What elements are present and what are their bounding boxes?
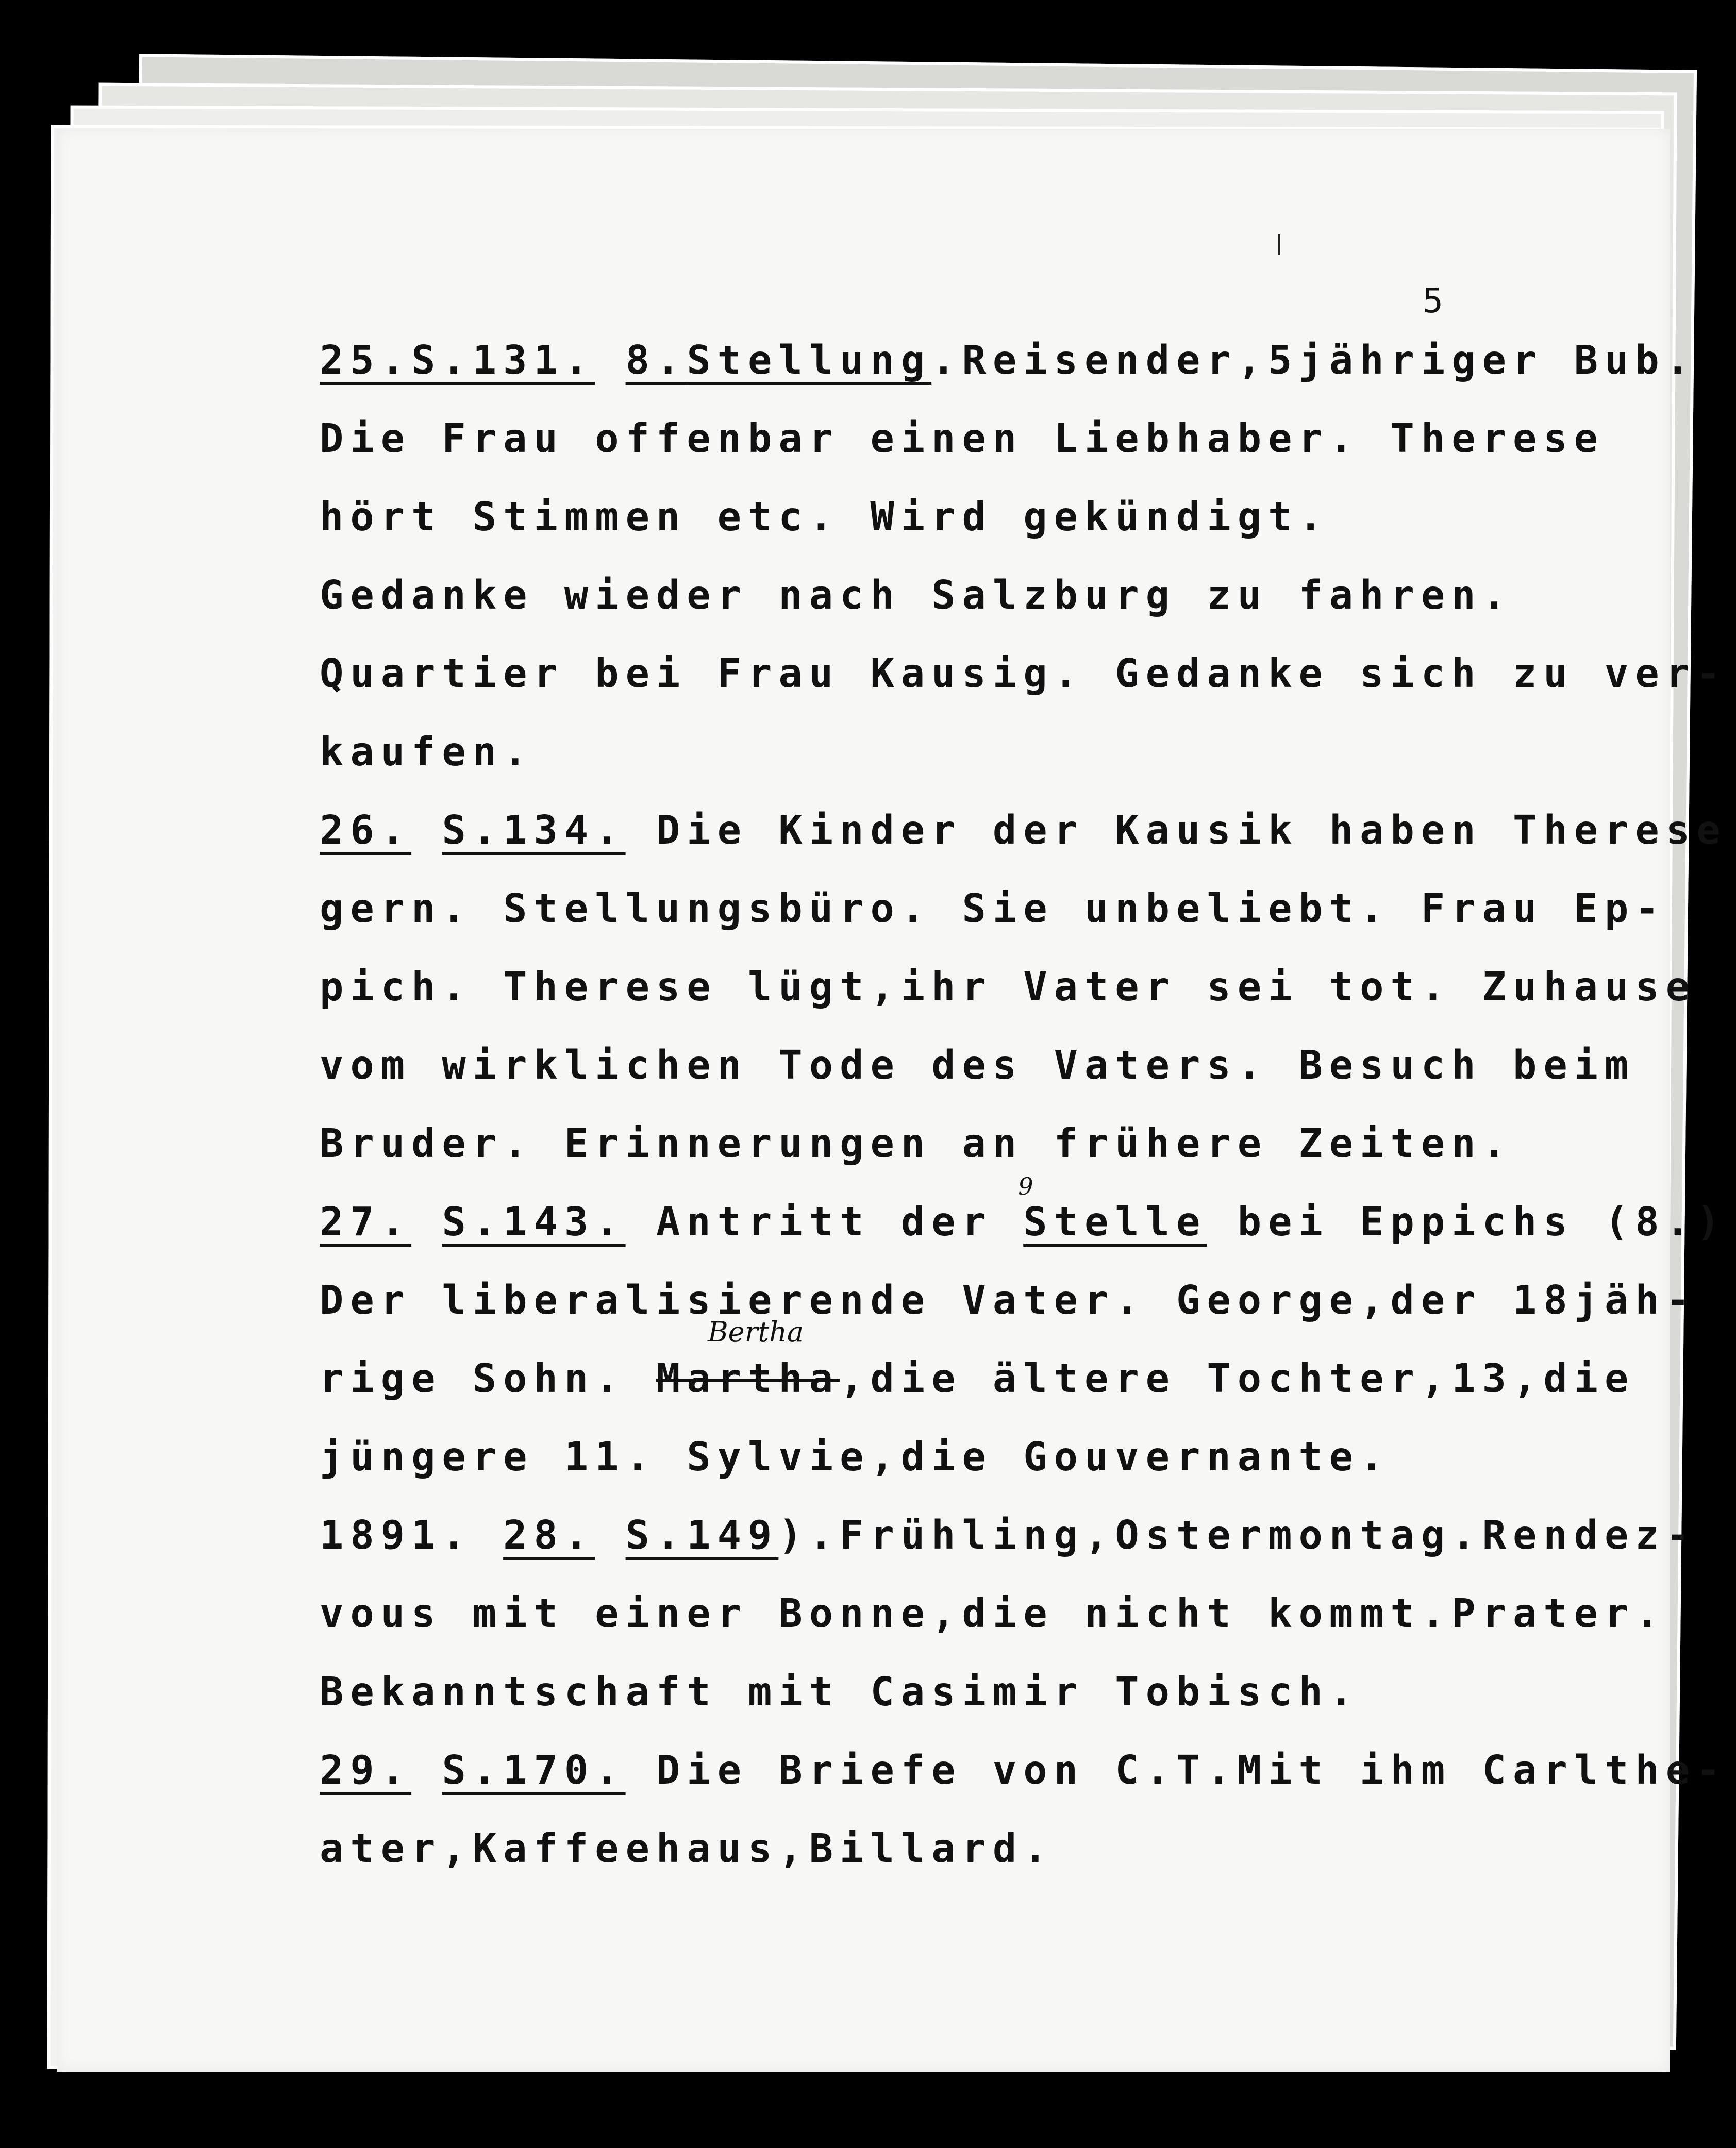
text-line: hört Stimmen etc. Wird gekündigt. xyxy=(320,494,1329,540)
text-line: gern. Stellungsbüro. Sie unbeliebt. Frau Ep- xyxy=(320,886,1666,932)
text-span: Die Kinder der Kausik haben Therese xyxy=(656,808,1727,853)
margin-mark xyxy=(1278,234,1280,255)
text-line: Quartier bei Frau Kausig. Gedanke sich zu ver- xyxy=(320,651,1727,697)
text-line: Die Frau offenbar einen Liebhaber. Therese xyxy=(320,416,1605,462)
text-span: ).Frühling,Ostermontag.Rendez- xyxy=(778,1513,1697,1558)
page-number: 5 xyxy=(1423,281,1443,321)
entry-ref: 28. xyxy=(503,1513,595,1558)
text-line: Bekanntschaft mit Casimir Tobisch. xyxy=(320,1669,1360,1715)
typed-text xyxy=(320,338,1727,1904)
text-span: rige Sohn. xyxy=(320,1356,656,1402)
entry-ref: S.143. xyxy=(442,1199,626,1245)
text-line xyxy=(320,1748,1727,1826)
struck-word: Martha xyxy=(656,1356,840,1402)
text-line: vom wirklichen Tode des Vaters. Besuch beim xyxy=(320,1043,1635,1088)
text-line xyxy=(320,338,1697,416)
text-line: Der liberalisierende Vater. George,der 18jäh- xyxy=(320,1278,1697,1323)
entry-ref: 26. xyxy=(320,808,412,853)
handwritten-number: 9 xyxy=(1018,1172,1033,1200)
text-line xyxy=(320,808,1727,886)
document-page xyxy=(57,129,1727,2072)
entry-ref: S.149 xyxy=(625,1513,779,1558)
text-span: Antritt der xyxy=(656,1199,993,1245)
text-line xyxy=(320,1172,1727,1278)
handwritten-correction: Bertha xyxy=(707,1316,804,1348)
text-span: bei Eppichs (8.) xyxy=(1237,1199,1727,1245)
entry-ref: 8. xyxy=(625,338,687,383)
entry-ref: 29. xyxy=(320,1748,412,1793)
text-line xyxy=(320,1316,1635,1434)
text-span: ,die ältere Tochter,13,die xyxy=(840,1356,1635,1402)
entry-keyword: Stellung xyxy=(687,338,932,383)
text-line: pich. Therese lügt,ihr Vater sei tot. Zuhause xyxy=(320,964,1697,1010)
entry-ref: S.170. xyxy=(442,1748,626,1793)
entry-ref: 27. xyxy=(320,1199,412,1245)
text-line: kaufen. xyxy=(320,729,534,775)
entry-ref: S.134. xyxy=(442,808,626,853)
text-line xyxy=(320,1513,1697,1591)
text-line: Bruder. Erinnerungen an frühere Zeiten. xyxy=(320,1121,1513,1167)
entry-ref: 25.S.131. xyxy=(320,338,595,383)
text-span: Die Briefe von C.T.Mit ihm Carlthe- xyxy=(656,1748,1727,1793)
year-label: 1891. xyxy=(320,1513,504,1558)
text-line: Gedanke wieder nach Salzburg zu fahren. xyxy=(320,573,1513,618)
text-line: ater,Kaffeehaus,Billard. xyxy=(320,1826,1054,1872)
annotated-word xyxy=(656,1316,840,1402)
text-line: jüngere 11. Sylvie,die Gouvernante. xyxy=(320,1434,1391,1480)
text-span: .Reisender,5jähriger Bub. xyxy=(931,338,1697,383)
text-line: vous mit einer Bonne,die nicht kommt.Prater. xyxy=(320,1591,1666,1637)
annotated-word xyxy=(1018,1172,1207,1245)
entry-keyword: Stelle xyxy=(1023,1199,1207,1245)
